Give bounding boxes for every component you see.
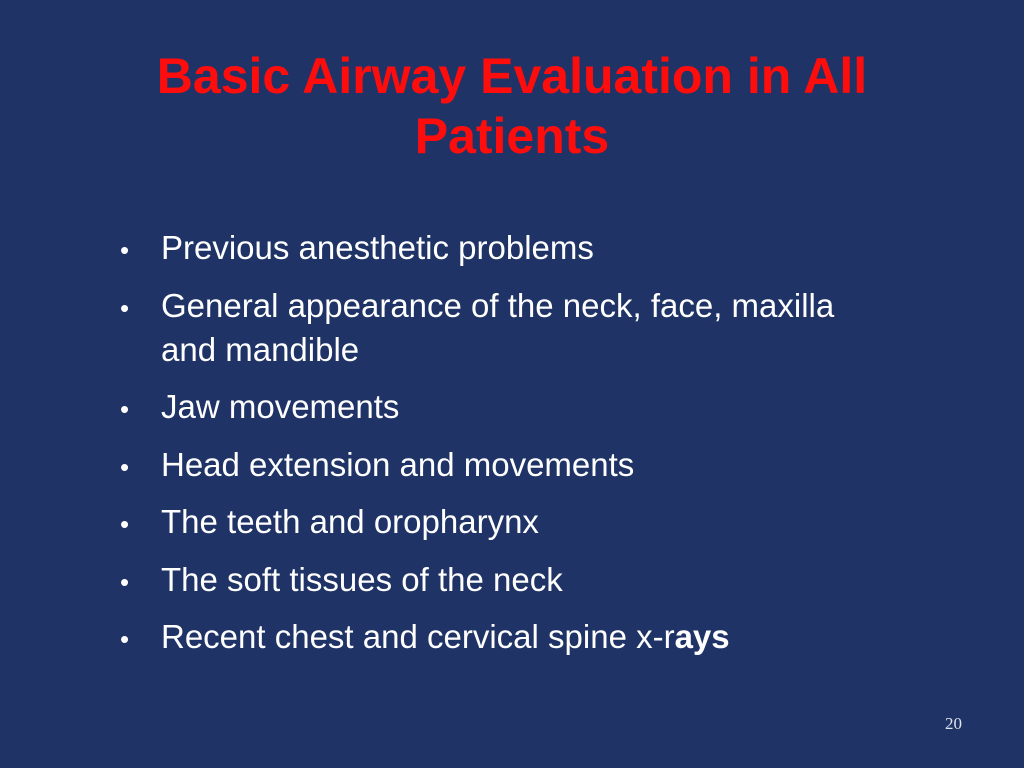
bullet-item [118, 284, 898, 372]
bullet-item [118, 385, 898, 429]
slide-number: 20 [945, 714, 962, 733]
bullet-item [118, 443, 898, 487]
bullet-dot-icon: • [120, 624, 130, 654]
bullet-dot-icon: • [120, 566, 130, 597]
bullet-dot-icon: • [120, 292, 130, 323]
bullet-item [118, 226, 898, 270]
bullet-dot-icon: • [120, 235, 130, 265]
bullet-dot-icon: • [120, 394, 130, 424]
bullet-text: General appearance of the neck, face, maxilla and mandible [161, 286, 835, 368]
bullet-text: Previous anesthetic problems [161, 229, 594, 266]
bullet-text: Jaw movements [161, 388, 400, 425]
slide-title: Basic Airway Evaluation in All Patients [156, 48, 868, 164]
bullet-item [118, 615, 898, 659]
bullet-dot-icon: • [120, 509, 130, 539]
bullet-text-bold: ays [674, 618, 730, 655]
bullet-item [118, 500, 898, 544]
bullet-text: The soft tissues of the neck [161, 560, 563, 598]
bullet-text: Head extension and movements [161, 445, 635, 483]
bullet-text: The teeth and oropharynx [161, 503, 539, 540]
bullet-text: Recent chest and cervical spine x-r [161, 618, 675, 655]
bullet-dot-icon: • [120, 451, 130, 482]
bullet-list [118, 226, 898, 673]
bullet-item [118, 558, 898, 602]
